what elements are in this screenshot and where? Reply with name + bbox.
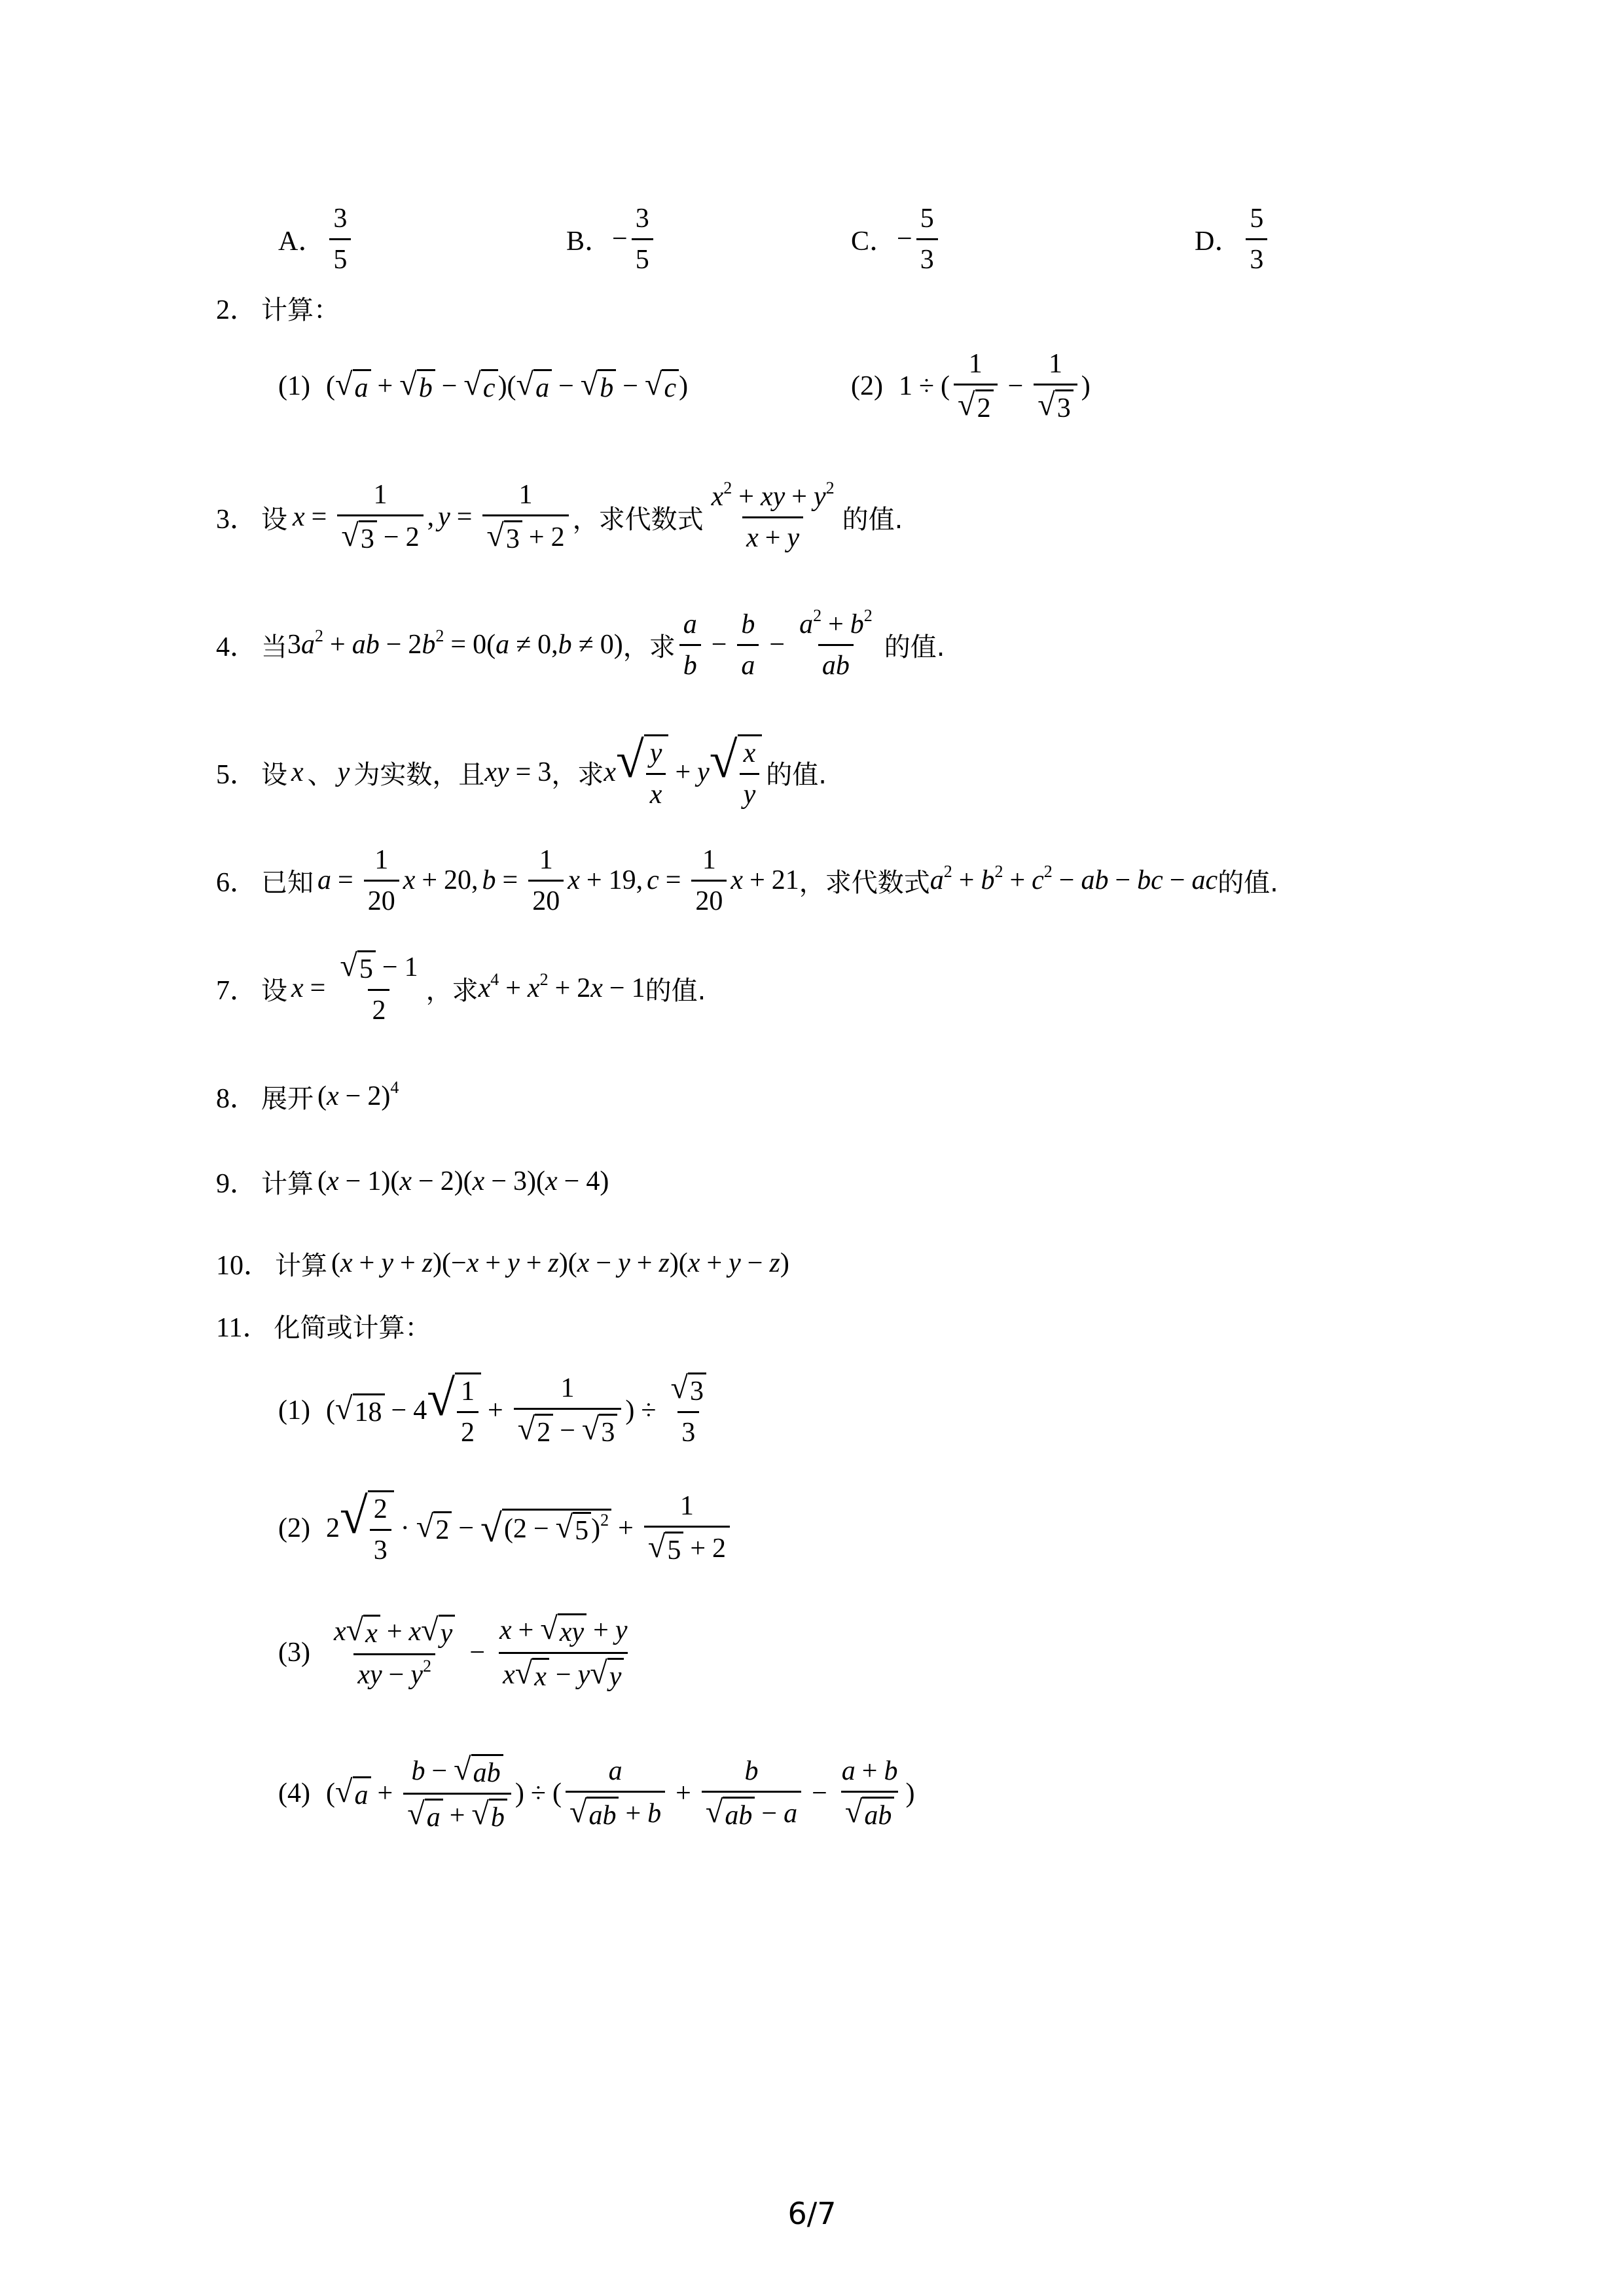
question-11-part-3: (3) x √ x + x √ y xy − $y^2$ − x + √ xy + y x √ x − y √ y bbox=[278, 1611, 628, 1692]
question-2-part-2: (2) 1 ÷ ( 1 √ 2 − 1 √ 3 ) bbox=[851, 349, 1091, 423]
question-5: 5． 设 x 、 y 为实数，且 xy = 3 ，求 x √ $\frac{y}{x}$ + y √ $\frac{x}{y}$ 的值. bbox=[216, 731, 827, 810]
question-11-part-2: (2) 2 √ $\frac{2}{3}$ · √ 2 − √ (2 − √ 5 )$^2$ + 1 √ 5 + 2 bbox=[278, 1479, 734, 1577]
question-7: 7． 设 x = √ 5 − 1 2 ，求 $x^4 + x^2 + 2x - 1$ 的值. bbox=[216, 948, 706, 1026]
option-b: B． − $\frac{3}{5}$ bbox=[566, 196, 657, 281]
question-6: 6． 已知 a = $\frac{1}{20}$ x + 20, b = $\frac{1}{20}$ x + 19, c = $\frac{1}{20}$ x + 21 ，求代数式 $a^2 + b^2 + c^2$ − ab − bc − ac 的值. bbox=[216, 844, 1278, 916]
question-11-part-1: (1) ( √ 18 − 4 √ $\frac{1}{2}$ + 1 √ 2 − √ 3 ) ÷ √ 3 3 bbox=[278, 1361, 714, 1460]
question-2-part-1: (1) ( √ a + √ b − √ c )( √ a − √ b − √ c ) bbox=[278, 367, 689, 403]
question-3: 3． 设 x = 1 √ 3 − 2 , y = 1 √ 3 + 2 ，求代数式 $\frac{x^2 + xy + y^2}{x + y}$ 的值. bbox=[216, 478, 903, 554]
page-number: 6/7 bbox=[787, 2196, 837, 2231]
option-d: D． $\frac{5}{3}$ bbox=[1195, 196, 1271, 281]
option-c: C． − $\frac{5}{3}$ bbox=[851, 196, 942, 281]
option-c-fraction: $\frac{5}{3}$ bbox=[916, 203, 938, 276]
option-b-fraction: $\frac{3}{5}$ bbox=[632, 203, 653, 276]
question-8: 8． 展开 $(x - 2)^4$ bbox=[216, 1078, 399, 1114]
question-2: 2． 计算： bbox=[216, 295, 340, 325]
question-10: 10． 计算 (x + y + z)(−x + y + z)(x − y + z)(x + y − z) bbox=[216, 1248, 789, 1281]
option-a-fraction: $\frac{3}{5}$ bbox=[329, 203, 351, 276]
question-11: 11． 化简或计算： bbox=[216, 1312, 431, 1343]
option-d-fraction: $\frac{5}{3}$ bbox=[1246, 203, 1267, 276]
question-11-part-4: (4) ( √ a + b − √ ab √ a + √ b ) ÷ ( a √ ab + b + b √ ab − a − a + b √ ab ) bbox=[278, 1751, 915, 1833]
option-a: A． $\frac{3}{5}$ bbox=[278, 196, 355, 281]
question-4: 4． 当 $3a^2$ + ab − $2b^2 = 0(a \ne 0,b \ne 0)$ ，求 $\frac{a}{b}$ − $\frac{b}{a}$ − $\frac{a^2 + b^2}{ab}$ 的值. bbox=[216, 605, 945, 681]
question-9: 9． 计算 (x − 1)(x − 2)(x − 3)(x − 4) bbox=[216, 1166, 609, 1199]
